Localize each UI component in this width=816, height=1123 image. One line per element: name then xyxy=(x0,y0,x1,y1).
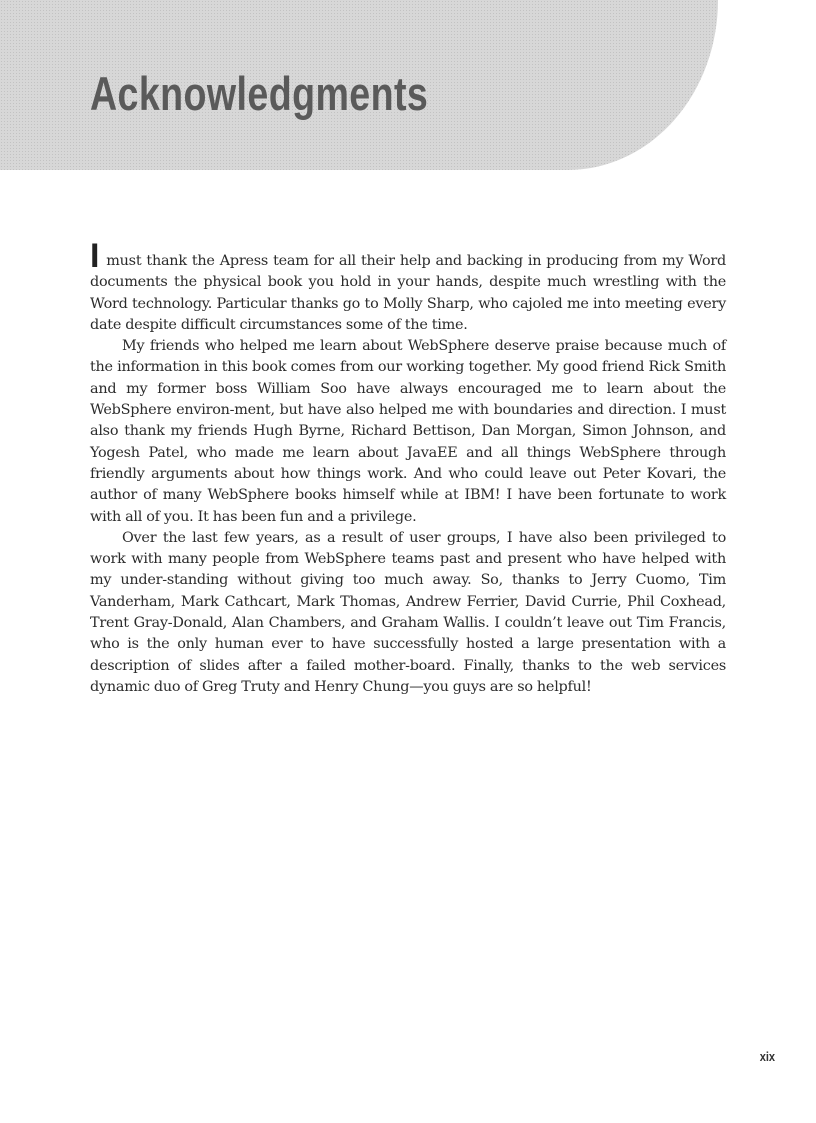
paragraph-3: Over the last few years, as a result of user groups, I have also been privileged to work with many people from WebSphere teams past and present who have helped with my under-standing without giving too much away. So, thanks to Jerry Cuomo, Tim Vanderham, Mark Cathcart, Mark Thomas, Andrew Ferrier, David Currie, Phil Coxhead, Trent Gray-Donald, Alan Chambers, and Graham Wallis. I couldn’t leave out Tim Francis, who is the only human ever to have successfully hosted a large presentation with a description of slides after a failed mother-board. Finally, thanks to the web services dynamic duo of Greg Truty and Henry Chung—you guys are so helpful! xyxy=(90,529,726,695)
chapter-title: Acknowledgments xyxy=(90,67,429,120)
paragraph-2: My friends who helped me learn about WebSphere deserve praise because much of the information in this book comes from our working together. My good friend Rick Smith and my former boss William Soo have always encouraged me to learn about the WebSphere environ-ment, but have also helped me with boundaries and direction. I must also thank my friends Hugh Byrne, Richard Bettison, Dan Morgan, Simon Johnson, and Yogesh Patel, who made me learn about JavaEE and all things WebSphere through friendly arguments about how things work. And who could leave out Peter Kovari, the author of many WebSphere books himself while at IBM! I have been fortunate to work with all of you. It has been fun and a privilege. xyxy=(90,338,726,525)
page-number: xix xyxy=(759,1049,775,1064)
body-text xyxy=(90,237,726,698)
paragraph-1-text: must thank the Apress team for all their help and backing in producing from my Word documents the physical book you hold in your hands, despite much wrestling with the Word technology. Particular thanks go to Molly Sharp, who cajoled me into meeting every date despite difficult circumstances some of the time. xyxy=(90,253,726,333)
drop-cap: I xyxy=(90,237,100,275)
paragraph-1 xyxy=(90,237,726,336)
